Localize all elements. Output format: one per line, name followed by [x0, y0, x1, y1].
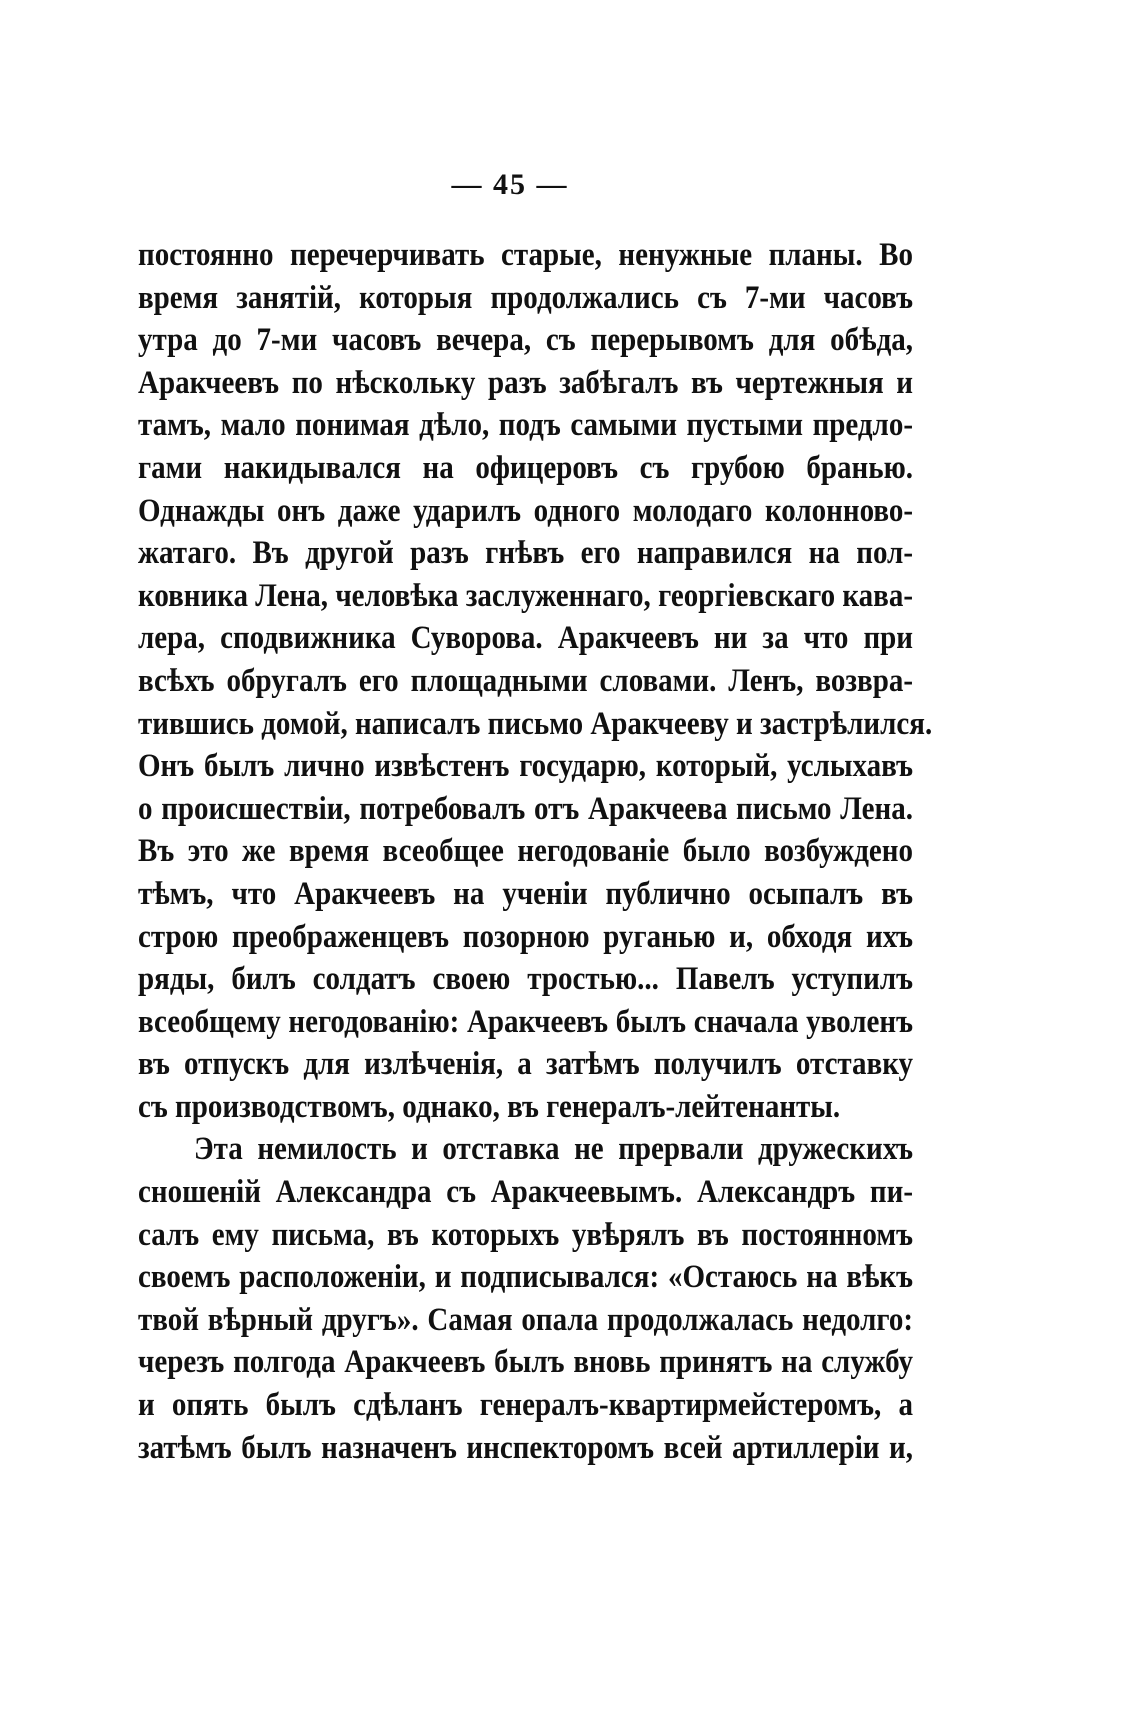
text-line: Въ это же время всеобщее негодованіе было возбуждено: [138, 833, 913, 870]
text-line: утра до 7-ми часовъ вечера, съ перерывомъ для обѣда,: [138, 322, 913, 359]
text-line: и опять былъ сдѣланъ генералъ-квартирмейстеромъ, а: [138, 1387, 913, 1423]
text-line: всѣхъ обругалъ его площадными словами. Ленъ, возвра-: [138, 662, 913, 699]
page-number: — 45 —: [451, 168, 569, 201]
text-line: тамъ, мало понимая дѣло, подъ самыми пустыми предло-: [138, 407, 913, 444]
text-line: тившись домой, написалъ письмо Аракчееву и застрѣлился.: [138, 705, 933, 742]
text-line: строю преображенцевъ позорною руганью и, обходя ихъ: [138, 918, 913, 955]
text-line: затѣмъ былъ назначенъ инспекторомъ всей артиллеріи и,: [138, 1429, 913, 1466]
text-line: Онъ былъ лично извѣстенъ государю, который, услыхавъ: [138, 748, 913, 785]
text-line: своемъ расположеніи, и подписывался: «Остаюсь на вѣкъ: [138, 1259, 913, 1296]
text-line: ковника Лена, человѣка заслуженнаго, георгіевскаго кава-: [138, 577, 913, 614]
text-line: салъ ему письма, въ которыхъ увѣрялъ въ постоянномъ: [138, 1216, 913, 1253]
text-line: въ отпускъ для излѣченія, а затѣмъ получилъ отставку: [138, 1046, 913, 1083]
text-line: тѣмъ, что Аракчеевъ на ученіи публично осыпалъ въ: [138, 875, 913, 912]
text-line: всеобщему негодованію: Аракчеевъ былъ сначала уволенъ: [138, 1003, 913, 1040]
text-line: постоянно перечерчивать старые, ненужные планы. Во: [138, 237, 913, 273]
text-line: время занятій, которыя продолжались съ 7-ми часовъ: [138, 279, 913, 316]
text-line: жатаго. Въ другой разъ гнѣвъ его направился на пол-: [138, 535, 913, 572]
text-line: лера, сподвижника Суворова. Аракчеевъ ни за что при: [138, 620, 913, 657]
text-line: ряды, билъ солдатъ своею тростью... Павелъ уступилъ: [138, 961, 913, 997]
text-line: о происшествіи, потребовалъ отъ Аракчеева письмо Лена.: [138, 790, 913, 827]
text-line: Эта немилость и отставка не прервали дружескихъ: [194, 1131, 913, 1168]
body-text: [138, 234, 933, 1469]
text-line: черезъ полгода Аракчеевъ былъ вновь принятъ на службу: [138, 1344, 913, 1381]
text-line: гами накидывался на офицеровъ съ грубою бранью.: [138, 450, 913, 486]
text-line: сношеній Александра съ Аракчеевымъ. Александръ пи-: [138, 1174, 913, 1210]
text-line: Однажды онъ даже ударилъ одного молодаго колонново-: [138, 492, 913, 529]
text-line: съ производствомъ, однако, въ генералъ-лейтенанты.: [138, 1088, 841, 1125]
text-line: Аракчеевъ по нѣскольку разъ забѣгалъ въ чертежныя и: [138, 364, 913, 401]
text-line: твой вѣрный другъ». Самая опала продолжалась недолго:: [138, 1301, 913, 1338]
